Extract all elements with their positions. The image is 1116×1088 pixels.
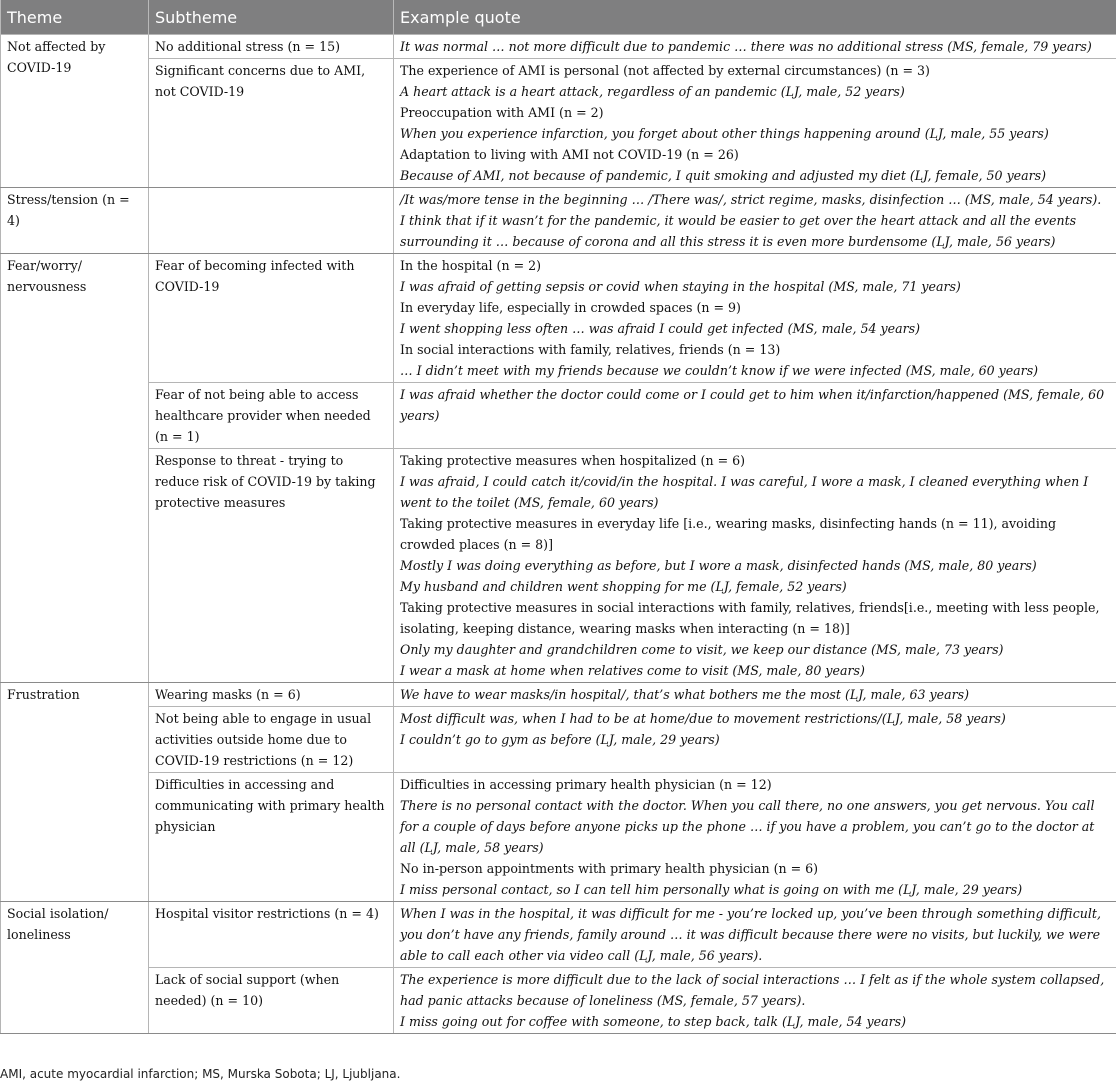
subtheme-cell: Fear of not being able to access healthcare provider when needed (n = 1) — [149, 383, 394, 449]
table-row — [1, 968, 1116, 1034]
table-row — [1, 59, 1116, 188]
quote-text: I couldn’t go to gym as before (LJ, male, 29 years) — [400, 732, 720, 747]
quote-text: I went shopping less often … was afraid I could get infected (MS, male, 54 years) — [400, 321, 921, 336]
quote-cell — [394, 773, 1116, 902]
quote-text: Mostly I was doing everything as before, but I wore a mask, disinfected hands (MS, male, 80 years) — [400, 558, 1037, 573]
subtheme-cell: Wearing masks (n = 6) — [149, 683, 394, 707]
subtheme-cell: Fear of becoming infected with COVID-19 — [149, 254, 394, 383]
theme-cell: Stress/tension (n = 4) — [1, 188, 149, 254]
theme-cell: Not affected by COVID-19 — [1, 35, 149, 188]
quote-category: Preoccupation with AMI (n = 2) — [400, 105, 604, 120]
quote-cell — [394, 707, 1116, 773]
quote-text: I was afraid of getting sepsis or covid when staying in the hospital (MS, male, 71 years) — [400, 279, 961, 294]
table-row — [1, 707, 1116, 773]
quote-cell: It was normal … not more difficult due to pandemic … there was no additional stress (MS, female, 79 years) — [394, 35, 1116, 59]
table-row — [1, 902, 1116, 968]
quote-category: In social interactions with family, relatives, friends (n = 13) — [400, 342, 781, 357]
quote-text: I think that if it wasn’t for the pandemic, it would be easier to get over the heart attack and all the events surrounding it … because of corona and all this stress it is even more burdensome (LJ, male, 56 years) — [400, 213, 1077, 249]
subtheme-cell: Difficulties in accessing and communicating with primary health physician — [149, 773, 394, 902]
quote-text: … I didn’t meet with my friends because we couldn’t know if we were infected (MS, male, 60 years) — [400, 363, 1039, 378]
quote-category: In the hospital (n = 2) — [400, 258, 542, 273]
table-row — [1, 383, 1116, 449]
quote-cell — [394, 968, 1116, 1034]
table-row — [1, 449, 1116, 683]
quote-category: The experience of AMI is personal (not affected by external circumstances) (n = 3) — [400, 63, 930, 78]
subtheme-cell: Not being able to engage in usual activities outside home due to COVID-19 restrictions (n = 12) — [149, 707, 394, 773]
quote-cell — [394, 449, 1116, 683]
quote-text: I miss personal contact, so I can tell him personally what is going on with me (LJ, male, 29 years) — [400, 882, 1023, 897]
quote-text: Only my daughter and grandchildren come to visit, we keep our distance (MS, male, 73 years) — [400, 642, 1004, 657]
quote-text: I was afraid, I could catch it/covid/in the hospital. I was careful, I wore a mask, I cleaned everything when I went to the toilet (MS, female, 60 years) — [400, 474, 1089, 510]
quote-cell — [394, 254, 1116, 383]
theme-cell: Social isolation/ loneliness — [1, 902, 149, 1034]
header-example-quote: Example quote — [394, 0, 1116, 35]
subtheme-cell: Lack of social support (when needed) (n = 10) — [149, 968, 394, 1034]
table-row — [1, 188, 1116, 254]
table-row — [1, 35, 1116, 59]
quote-cell: We have to wear masks/in hospital/, that’s what bothers me the most (LJ, male, 63 years) — [394, 683, 1116, 707]
quote-category: Difficulties in accessing primary health physician (n = 12) — [400, 777, 772, 792]
quote-category: No in-person appointments with primary health physician (n = 6) — [400, 861, 819, 876]
table-row — [1, 773, 1116, 902]
quote-category: Taking protective measures in social interactions with family, relatives, friends[i.e., meeting with less people, isolating, keeping distance, wearing masks when interacting (n = 18)] — [400, 600, 1100, 636]
subtheme-cell: Hospital visitor restrictions (n = 4) — [149, 902, 394, 968]
header-row — [1, 0, 1116, 35]
quote-text: I miss going out for coffee with someone, to step back, talk (LJ, male, 54 years) — [400, 1014, 907, 1029]
quote-text: When you experience infarction, you forget about other things happening around (LJ, male, 55 years) — [400, 126, 1049, 141]
quote-text: /It was/more tense in the beginning … /There was/, strict regime, masks, disinfection … (MS, male, 54 years). — [400, 192, 1102, 207]
quote-category: Taking protective measures in everyday life [i.e., wearing masks, disinfecting hands (n = 11), avoiding crowded places (n = 8)] — [400, 516, 1057, 552]
quote-text: I wear a mask at home when relatives come to visit (MS, male, 80 years) — [400, 663, 865, 678]
table-row — [1, 683, 1116, 707]
theme-cell: Fear/worry/ nervousness — [1, 254, 149, 683]
quote-cell — [394, 188, 1116, 254]
quote-text: The experience is more difficult due to the lack of social interactions … I felt as if the whole system collapsed, had panic attacks because of loneliness (MS, female, 57 years). — [400, 972, 1105, 1008]
quote-cell: I was afraid whether the doctor could come or I could get to him when it/infarction/happened (MS, female, 60 years) — [394, 383, 1116, 449]
header-subtheme: Subtheme — [149, 0, 394, 35]
theme-cell: Frustration — [1, 683, 149, 902]
quote-text: Most difficult was, when I had to be at home/due to movement restrictions/(LJ, male, 58 years) — [400, 711, 1006, 726]
quote-category: In everyday life, especially in crowded spaces (n = 9) — [400, 300, 741, 315]
quote-category: Taking protective measures when hospitalized (n = 6) — [400, 453, 746, 468]
quote-text: There is no personal contact with the doctor. When you call there, no one answers, you get nervous. You call for a couple of days before anyone picks up the phone … if you have a problem, you can’t go to the doctor at all (LJ, male, 58 years) — [400, 798, 1095, 855]
subtheme-cell: Significant concerns due to AMI, not COVID-19 — [149, 59, 394, 188]
quote-cell: When I was in the hospital, it was difficult for me - you’re locked up, you’ve been through something difficult, you don’t have any friends, family around … it was difficult because there were no visits, but luckily, we were able to call each other via video call (LJ, male, 56 years). — [394, 902, 1116, 968]
quote-text: Because of AMI, not because of pandemic, I quit smoking and adjusted my diet (LJ, female, 50 years) — [400, 168, 1047, 183]
header-theme: Theme — [1, 0, 149, 35]
quote-category: Adaptation to living with AMI not COVID-19 (n = 26) — [400, 147, 739, 162]
quote-text: My husband and children went shopping for me (LJ, female, 52 years) — [400, 579, 847, 594]
quote-cell — [394, 59, 1116, 188]
subtheme-cell — [149, 188, 394, 254]
subtheme-cell: No additional stress (n = 15) — [149, 35, 394, 59]
table-footnote: AMI, acute myocardial infarction; MS, Murska Sobota; LJ, Ljubljana. — [0, 1067, 401, 1081]
subtheme-cell: Response to threat - trying to reduce risk of COVID-19 by taking protective measures — [149, 449, 394, 683]
table-row — [1, 254, 1116, 383]
quote-text: A heart attack is a heart attack, regardless of an pandemic (LJ, male, 52 years) — [400, 84, 905, 99]
